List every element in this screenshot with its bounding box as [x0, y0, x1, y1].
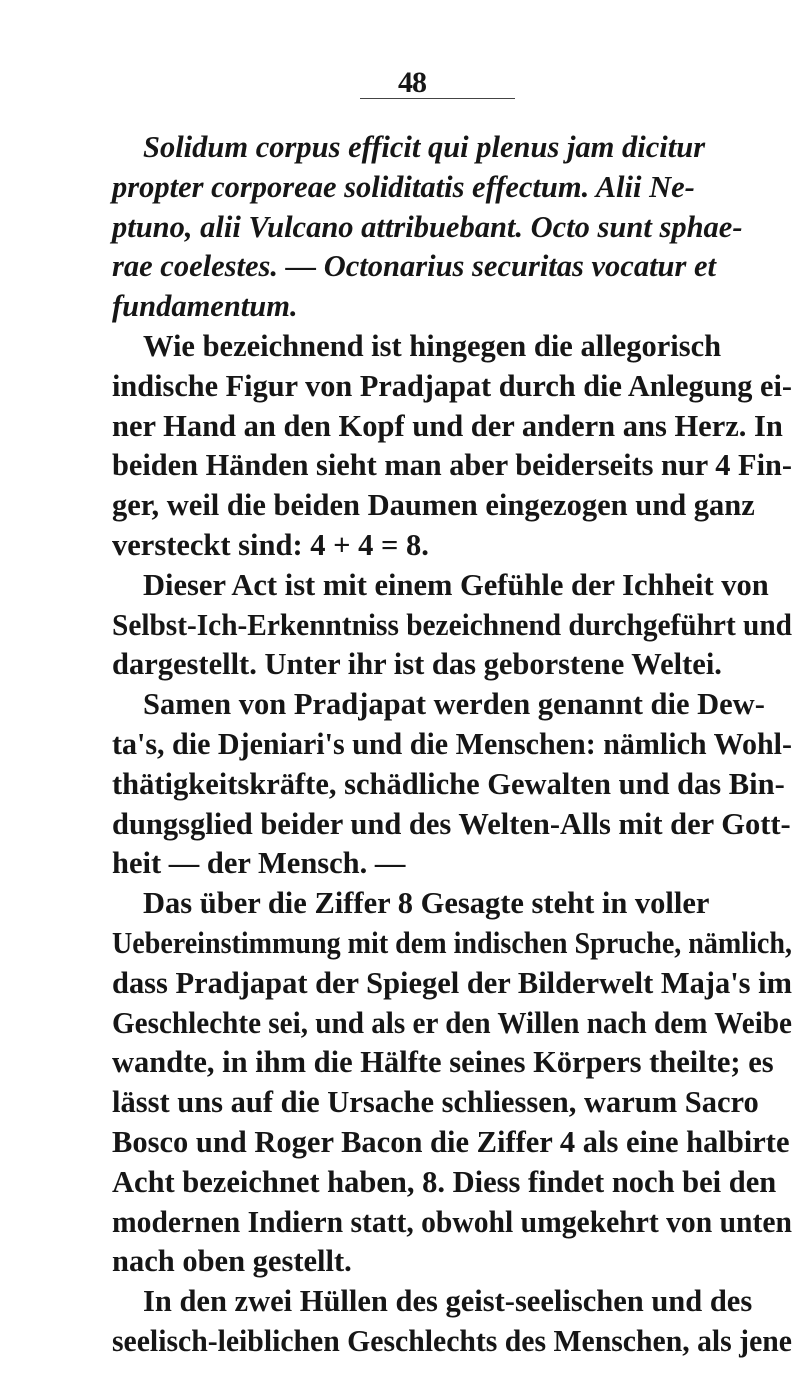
- text-line: dungsglied beider und des Welten-Alls mit der Gott-: [112, 806, 791, 841]
- text-line: dass Pradjapat der Spiegel der Bilderwelt Maja's im: [112, 965, 792, 1000]
- text-line: dargestellt. Unter ihr ist das geborstene Weltei.: [112, 647, 722, 682]
- text-line: heit — der Mensch. —: [112, 846, 406, 881]
- text-line: nach oben gestellt.: [112, 1244, 352, 1279]
- text-line: versteckt sind: 4 + 4 = 8.: [112, 528, 429, 562]
- text-line: seelisch-leiblichen Geschlechts des Menschen, als jene: [112, 1324, 792, 1358]
- page-number: 48: [398, 66, 426, 99]
- text-line: ner Hand an den Kopf und der andern ans Herz. In: [112, 408, 783, 443]
- text-line: Das über die Ziffer 8 Gesagte steht in voller: [143, 886, 710, 921]
- text-line: ta's, die Djeniari's und die Menschen: nämlich Wohl-: [112, 727, 792, 761]
- text-line: fundamentum.: [112, 289, 298, 324]
- text-line: wandte, in ihm die Hälfte seines Körpers theilte; es: [112, 1045, 774, 1080]
- text-line: Samen von Pradjapat werden genannt die Dew-: [143, 687, 765, 722]
- text-line: rae coelestes. — Octonarius securitas vocatur et: [112, 249, 717, 284]
- text-line: Uebereinstimmung mit dem indischen Spruche, nämlich,: [112, 926, 792, 960]
- text-line: lässt uns auf die Ursache schliessen, warum Sacro: [112, 1085, 759, 1120]
- text-line: Solidum corpus efficit qui plenus jam dicitur: [143, 130, 706, 164]
- text-line: Geschlechte sei, und als er den Willen nach dem Weibe: [112, 1005, 793, 1040]
- text-line: beiden Händen sieht man aber beiderseits nur 4 Fin-: [112, 448, 793, 483]
- text-line: ptuno, alii Vulcano attribuebant. Octo sunt sphae-: [112, 209, 743, 244]
- text-line: thätigkeitskräfte, schädliche Gewalten und das Bin-: [112, 766, 785, 801]
- text-line: indische Figur von Pradjapat durch die Anlegung ei-: [112, 368, 792, 403]
- text-line: Wie bezeichnend ist hingegen die allegorisch: [143, 329, 722, 363]
- text-line: modernen Indiern statt, obwohl umgekehrt von unten: [112, 1204, 792, 1239]
- text-line: Acht bezeichnet haben, 8. Diess findet noch bei den: [112, 1164, 777, 1199]
- text-line: Selbst-Ich-Erkenntniss bezeichnend durchgeführt und: [112, 607, 792, 642]
- text-line: propter corporeae soliditatis effectum. Alii Ne-: [112, 169, 695, 204]
- text-line: ger, weil die beiden Daumen eingezogen und ganz: [112, 488, 755, 523]
- header-rule: [360, 98, 515, 99]
- text-line: In den zwei Hüllen des geist-seelischen und des: [143, 1284, 753, 1319]
- text-line: Bosco und Roger Bacon die Ziffer 4 als eine halbirte: [112, 1125, 790, 1159]
- text-line: Dieser Act ist mit einem Gefühle der Ichheit von: [143, 567, 769, 602]
